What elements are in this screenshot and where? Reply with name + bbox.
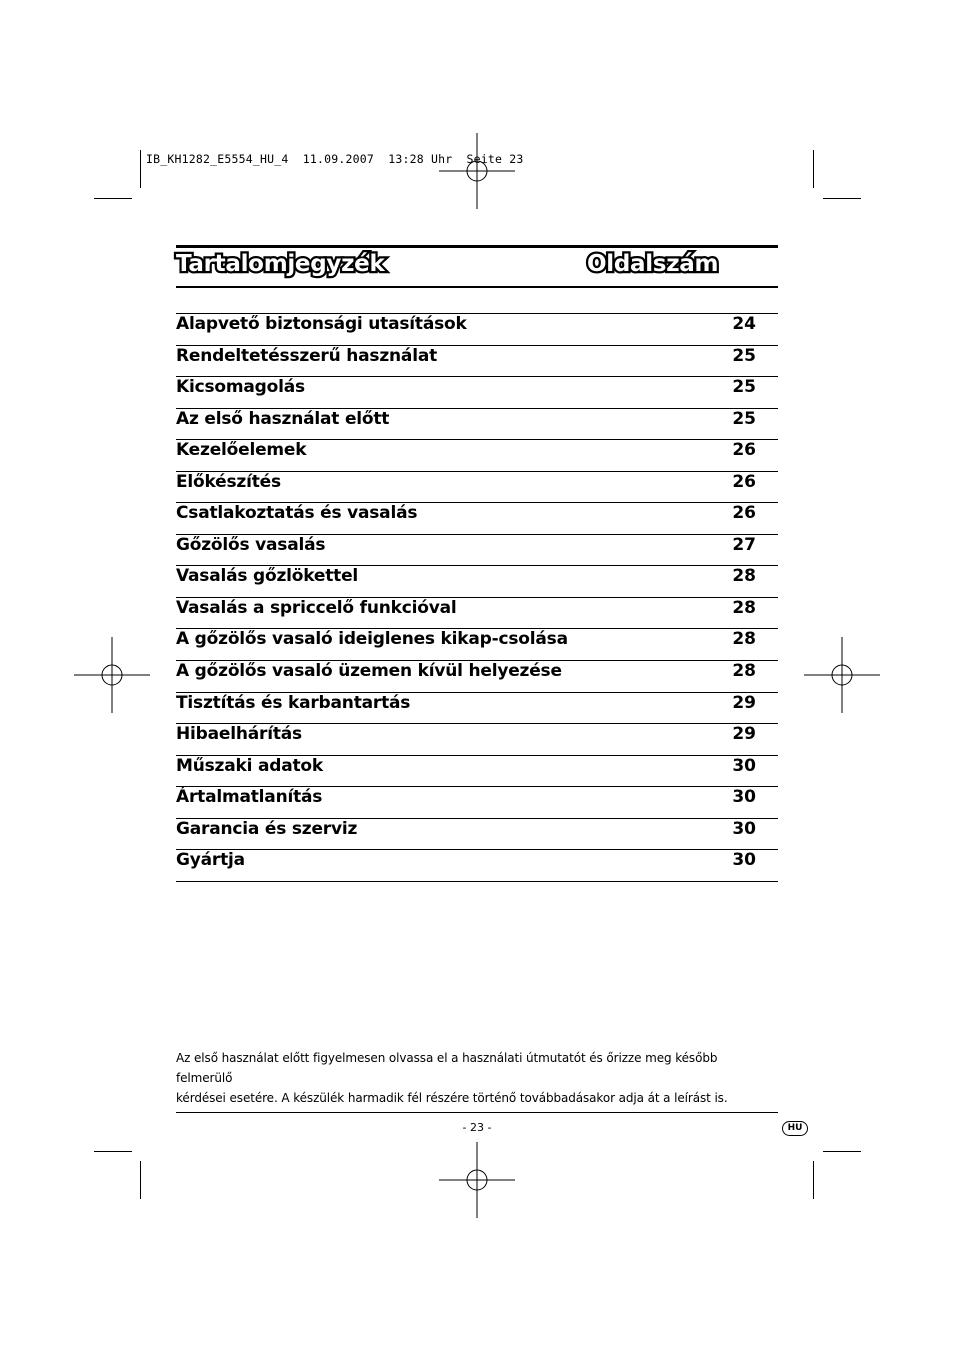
print-header: IB_KH1282_E5554_HU_4 11.09.2007 13:28 Uhr Seite 23 <box>146 152 524 166</box>
registration-mark-icon <box>439 133 515 209</box>
toc-entry-page: 29 <box>732 724 756 745</box>
toc-entry-page: 25 <box>732 377 756 398</box>
toc-entry-page: 26 <box>732 503 756 524</box>
toc-entry[interactable] <box>176 471 778 503</box>
toc-entry-label: Tisztítás és karbantartás <box>176 692 411 713</box>
toc-entry-page: 28 <box>732 661 756 682</box>
crop-mark <box>94 1151 132 1152</box>
toc-entry-page: 30 <box>732 755 756 776</box>
toc-entry[interactable] <box>176 660 778 692</box>
toc-entry-page: 30 <box>732 818 756 839</box>
toc-entry-page: 26 <box>732 471 756 492</box>
toc-entry[interactable] <box>176 534 778 566</box>
crop-mark <box>140 1161 141 1199</box>
toc-entry[interactable] <box>176 313 778 345</box>
toc-entry[interactable] <box>176 376 778 408</box>
toc-entry-label: Az első használat előtt <box>176 408 390 429</box>
toc-entry-label: Alapvető biztonsági utasítások <box>176 314 467 334</box>
toc-entry-label: Rendeltetésszerű használat <box>176 345 438 366</box>
toc-header <box>176 245 778 288</box>
language-badge: HU <box>782 1121 808 1136</box>
toc-entry-label: Kicsomagolás <box>176 377 305 398</box>
toc-entry[interactable] <box>176 408 778 440</box>
toc-entry[interactable] <box>176 597 778 629</box>
toc-entry[interactable] <box>176 723 778 755</box>
registration-mark-icon <box>439 1142 515 1218</box>
toc-entry-label: Csatlakoztatás és vasalás <box>176 503 418 524</box>
crop-mark <box>823 1151 861 1152</box>
toc-entry[interactable] <box>176 818 778 850</box>
toc-entry-label: Vasalás gőzlökettel <box>176 566 359 587</box>
toc-entry-label: Kezelőelemek <box>176 440 307 461</box>
toc-entry-label: Ártalmatlanítás <box>176 787 323 808</box>
toc-entry[interactable] <box>176 565 778 597</box>
toc-entry[interactable] <box>176 786 778 818</box>
toc-entry-page: 24 <box>732 314 756 334</box>
crop-mark <box>140 150 141 188</box>
toc-entry[interactable] <box>176 502 778 534</box>
toc-entry-label: Gőzölős vasalás <box>176 534 326 555</box>
crop-mark <box>94 198 132 199</box>
crop-mark <box>813 1161 814 1199</box>
toc-entry-page: 25 <box>732 345 756 366</box>
toc-entry[interactable] <box>176 628 778 660</box>
toc-entry-label: Műszaki adatok <box>176 755 323 776</box>
toc-entry-page: 25 <box>732 408 756 429</box>
toc-entry-label: A gőzölős vasaló ideiglenes kikap-csolása <box>176 629 568 650</box>
crop-mark <box>813 150 814 188</box>
toc-entry[interactable] <box>176 849 778 882</box>
toc-entry-label: Garancia és szerviz <box>176 818 358 839</box>
toc-entry-page: 30 <box>732 850 756 871</box>
toc-entry-label: Előkészítés <box>176 471 281 492</box>
page-column-heading: Oldalszám <box>587 251 719 277</box>
footnote <box>176 1048 776 1108</box>
toc-entry-page: 26 <box>732 440 756 461</box>
toc-entry-page: 27 <box>732 534 756 555</box>
toc-entry[interactable] <box>176 755 778 787</box>
toc-entry[interactable] <box>176 692 778 724</box>
toc-entry-label: Vasalás a spriccelő funkcióval <box>176 597 457 618</box>
registration-mark-icon <box>74 637 150 713</box>
toc-entry-label: Hibaelhárítás <box>176 724 302 745</box>
page-number: - 23 - <box>462 1121 492 1134</box>
toc-entry-page: 28 <box>732 629 756 650</box>
toc-entry-label: Gyártja <box>176 850 245 871</box>
toc-entry-page: 28 <box>732 566 756 587</box>
footer-rule <box>176 1112 778 1113</box>
toc-list <box>176 313 778 882</box>
toc-entry-label: A gőzölős vasaló üzemen kívül helyezése <box>176 661 562 682</box>
footnote-line: kérdései esetére. A készülék harmadik fél részére történő továbbadásakor adja át a leírást is. <box>176 1091 728 1105</box>
toc-entry-page: 29 <box>732 692 756 713</box>
toc-title: Tartalomjegyzék <box>176 251 385 277</box>
crop-mark <box>823 198 861 199</box>
toc-entry[interactable] <box>176 345 778 377</box>
toc-entry[interactable] <box>176 439 778 471</box>
toc-entry-page: 30 <box>732 787 756 808</box>
registration-mark-icon <box>804 637 880 713</box>
toc-entry-page: 28 <box>732 597 756 618</box>
footnote-line: Az első használat előtt figyelmesen olvassa el a használati útmutatót és őrizze meg később felmerülő <box>176 1051 718 1085</box>
